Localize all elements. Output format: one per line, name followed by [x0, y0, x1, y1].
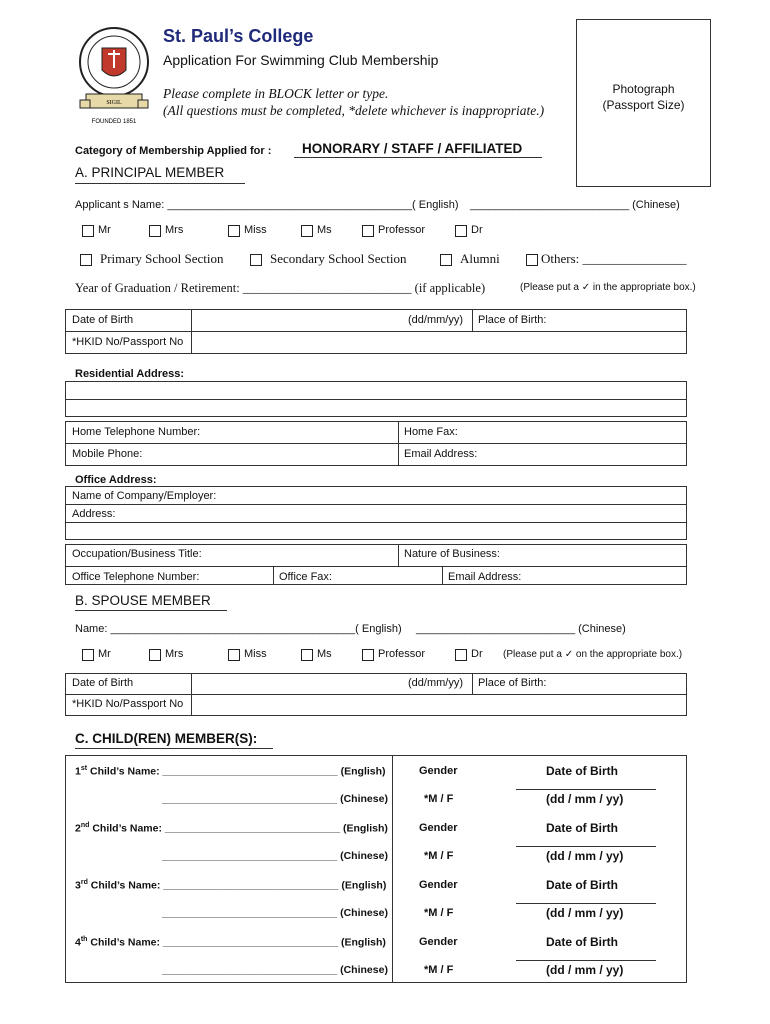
- child-name-label: Child’s Name: ______________________________ (English): [90, 936, 386, 949]
- child-ordinal: 2: [75, 822, 81, 835]
- spouse-chinese-name-field[interactable]: __________________________ (Chinese): [416, 623, 626, 635]
- row-divider: [65, 443, 687, 444]
- child-gender-label: Gender: [419, 936, 458, 948]
- checkbox-mr[interactable]: [82, 225, 94, 237]
- tick-instruction: [520, 282, 696, 293]
- secondary-school-label: Secondary School Section: [270, 251, 407, 266]
- college-crest-logo: [72, 20, 156, 128]
- children-member-heading: C. CHILD(REN) MEMBER(S):: [75, 731, 258, 746]
- child-dob-line[interactable]: [516, 903, 656, 904]
- child-gender-value[interactable]: *M / F: [424, 850, 454, 862]
- row-divider: [65, 566, 687, 567]
- tick-mark-icon: ✓: [581, 282, 591, 293]
- checkbox-dr[interactable]: [455, 225, 467, 237]
- checkbox-secondary-school[interactable]: [250, 254, 262, 266]
- col-divider: [398, 421, 399, 466]
- child-name-field[interactable]: [75, 765, 386, 778]
- col-divider: [442, 566, 443, 585]
- row-divider: [65, 399, 687, 400]
- primary-school-label: Primary School Section: [100, 251, 224, 266]
- office-telephone-field[interactable]: Office Telephone Number:: [72, 571, 200, 583]
- checkbox-primary-school[interactable]: [80, 254, 92, 266]
- spouse-checkbox-professor[interactable]: [362, 649, 374, 661]
- checkbox-mrs[interactable]: [149, 225, 161, 237]
- spouse-member-heading: B. SPOUSE MEMBER: [75, 593, 211, 608]
- title-label-miss: Miss: [244, 224, 267, 236]
- hkid-input[interactable]: [192, 332, 686, 353]
- svg-text:FOUNDED 1851: FOUNDED 1851: [91, 119, 137, 125]
- child-ordinal-suffix: th: [80, 936, 88, 943]
- form-title: Application For Swimming Club Membership: [163, 52, 439, 68]
- child-gender-value[interactable]: *M / F: [424, 793, 454, 805]
- office-email-field[interactable]: Email Address:: [448, 571, 522, 583]
- child-dob-line[interactable]: [516, 960, 656, 961]
- spouse-place-of-birth-label: Place of Birth:: [478, 677, 547, 689]
- child-name-label: Child’s Name: ______________________________ (English): [90, 879, 387, 892]
- child-name-label: Child’s Name: ______________________________ (English): [92, 822, 388, 835]
- child-dob-line[interactable]: [516, 846, 656, 847]
- tick-note-post: on the appropriate box.): [575, 649, 683, 660]
- category-value[interactable]: HONORARY / STAFF / AFFILIATED: [302, 141, 523, 156]
- category-underline: [294, 157, 542, 158]
- tick-note-pre: (Please put a: [503, 649, 562, 660]
- tick-note-post: in the appropriate box.): [592, 282, 696, 293]
- tick-mark-icon: ✓: [564, 649, 574, 660]
- child-gender-label: Gender: [419, 765, 458, 777]
- residential-address-label: Residential Address:: [75, 368, 185, 380]
- heading-underline: [75, 183, 245, 184]
- instruction-block-letters: Please complete in BLOCK letter or type.: [163, 86, 389, 101]
- alumni-label: Alumni: [460, 251, 500, 266]
- spouse-title-label-mrs: Mrs: [165, 648, 184, 660]
- applicant-name-field[interactable]: Applicant s Name: ________________________________________( English): [75, 199, 459, 211]
- spouse-title-label-miss: Miss: [244, 648, 267, 660]
- svg-text:SIGIL: SIGIL: [106, 100, 122, 106]
- child-name-label: Child’s Name: ______________________________ (English): [90, 765, 386, 778]
- spouse-title-label-dr: Dr: [471, 648, 483, 660]
- spouse-checkbox-ms[interactable]: [301, 649, 313, 661]
- child-gender-value[interactable]: *M / F: [424, 907, 454, 919]
- col-divider: [392, 755, 393, 983]
- home-telephone-field[interactable]: Home Telephone Number:: [72, 426, 201, 438]
- spouse-title-label-mr: Mr: [98, 648, 111, 660]
- checkbox-others[interactable]: [526, 254, 538, 266]
- checkbox-professor[interactable]: [362, 225, 374, 237]
- child-dob-format: (dd / mm / yy): [546, 849, 624, 863]
- spouse-hkid-label: *HKID No/Passport No: [72, 698, 184, 710]
- occupation-field[interactable]: Occupation/Business Title:: [72, 548, 202, 560]
- child-gender-label: Gender: [419, 879, 458, 891]
- spouse-tick-instruction: [503, 649, 682, 660]
- child-ordinal: 3: [75, 879, 81, 892]
- title-label-ms: Ms: [317, 224, 332, 236]
- col-divider: [472, 673, 473, 694]
- mobile-phone-field[interactable]: Mobile Phone:: [72, 448, 143, 460]
- child-ordinal-suffix: nd: [80, 822, 90, 829]
- child-chinese-name-field[interactable]: ______________________________ (Chinese): [162, 793, 388, 805]
- heading-underline: [75, 748, 273, 749]
- child-dob-format: (dd / mm / yy): [546, 963, 624, 977]
- spouse-dob-label: Date of Birth: [72, 677, 134, 689]
- spouse-checkbox-miss[interactable]: [228, 649, 240, 661]
- title-label-dr: Dr: [471, 224, 483, 236]
- office-address-field[interactable]: Address:: [72, 508, 116, 520]
- child-dob-label: Date of Birth: [546, 935, 618, 949]
- home-fax-field[interactable]: Home Fax:: [404, 426, 458, 438]
- spouse-dob-input[interactable]: [192, 674, 402, 693]
- checkbox-alumni[interactable]: [440, 254, 452, 266]
- spouse-checkbox-mr[interactable]: [82, 649, 94, 661]
- checkbox-miss[interactable]: [228, 225, 240, 237]
- child-ordinal-suffix: st: [80, 765, 88, 772]
- child-dob-format: (dd / mm / yy): [546, 792, 624, 806]
- col-divider: [472, 309, 473, 331]
- title-label-professor: Professor: [378, 224, 426, 236]
- college-name: St. Paul’s College: [163, 26, 314, 46]
- child-dob-format: (dd / mm / yy): [546, 906, 624, 920]
- title-label-mr: Mr: [98, 224, 111, 236]
- row-divider: [65, 504, 687, 505]
- dob-label: Date of Birth: [72, 314, 134, 326]
- company-name-field[interactable]: Name of Company/Employer:: [72, 490, 217, 502]
- checkbox-ms[interactable]: [301, 225, 313, 237]
- child-name-field[interactable]: [75, 936, 386, 949]
- child-ordinal: 4: [75, 936, 81, 949]
- child-name-field[interactable]: [75, 879, 386, 892]
- child-dob-line[interactable]: [516, 789, 656, 790]
- dob-input[interactable]: [192, 310, 402, 330]
- photograph-box[interactable]: [576, 19, 711, 187]
- photo-label: Photograph: [612, 82, 675, 96]
- child-dob-label: Date of Birth: [546, 821, 618, 835]
- spouse-hkid-input[interactable]: [192, 695, 686, 715]
- category-label: Category of Membership Applied for :: [75, 145, 272, 157]
- nature-of-business-field[interactable]: Nature of Business:: [404, 548, 500, 560]
- child-ordinal-suffix: rd: [80, 879, 88, 886]
- spouse-title-label-professor: Professor: [378, 648, 426, 660]
- child-chinese-name-field[interactable]: ______________________________ (Chinese): [162, 907, 388, 919]
- spouse-title-label-ms: Ms: [317, 648, 332, 660]
- child-chinese-name-field[interactable]: ______________________________ (Chinese): [162, 964, 388, 976]
- child-chinese-name-field[interactable]: ______________________________ (Chinese): [162, 850, 388, 862]
- email-field[interactable]: Email Address:: [404, 448, 478, 460]
- child-gender-value[interactable]: *M / F: [424, 964, 454, 976]
- heading-underline: [75, 610, 227, 611]
- graduation-year-field[interactable]: Year of Graduation / Retirement: ___________________________ (if applicable): [75, 281, 486, 295]
- child-gender-label: Gender: [419, 822, 458, 834]
- photo-size-label: (Passport Size): [602, 98, 685, 112]
- hkid-label: *HKID No/Passport No: [72, 336, 184, 348]
- child-dob-label: Date of Birth: [546, 764, 618, 778]
- col-divider: [398, 544, 399, 566]
- title-label-mrs: Mrs: [165, 224, 184, 236]
- row-divider: [65, 522, 687, 523]
- instruction-complete-all: (All questions must be completed, *delete whichever is inappropriate.): [163, 103, 545, 118]
- principal-member-heading: A. PRINCIPAL MEMBER: [75, 165, 225, 180]
- tick-note-pre: (Please put a: [520, 282, 579, 293]
- place-of-birth-input[interactable]: [550, 310, 686, 330]
- dob-format: (dd/mm/yy): [408, 314, 463, 326]
- child-dob-label: Date of Birth: [546, 878, 618, 892]
- others-field[interactable]: Others: ________________: [541, 251, 687, 266]
- spouse-checkbox-dr[interactable]: [455, 649, 467, 661]
- spouse-dob-format: (dd/mm/yy): [408, 677, 463, 689]
- col-divider: [273, 566, 274, 585]
- office-fax-field[interactable]: Office Fax:: [279, 571, 332, 583]
- child-ordinal: 1: [75, 765, 81, 778]
- spouse-checkbox-mrs[interactable]: [149, 649, 161, 661]
- place-of-birth-label: Place of Birth:: [478, 314, 547, 326]
- office-address-label: Office Address:: [75, 474, 157, 486]
- spouse-name-field[interactable]: Name: ________________________________________( English): [75, 623, 402, 635]
- child-name-field[interactable]: [75, 822, 388, 835]
- applicant-chinese-name-field[interactable]: __________________________ (Chinese): [470, 199, 680, 211]
